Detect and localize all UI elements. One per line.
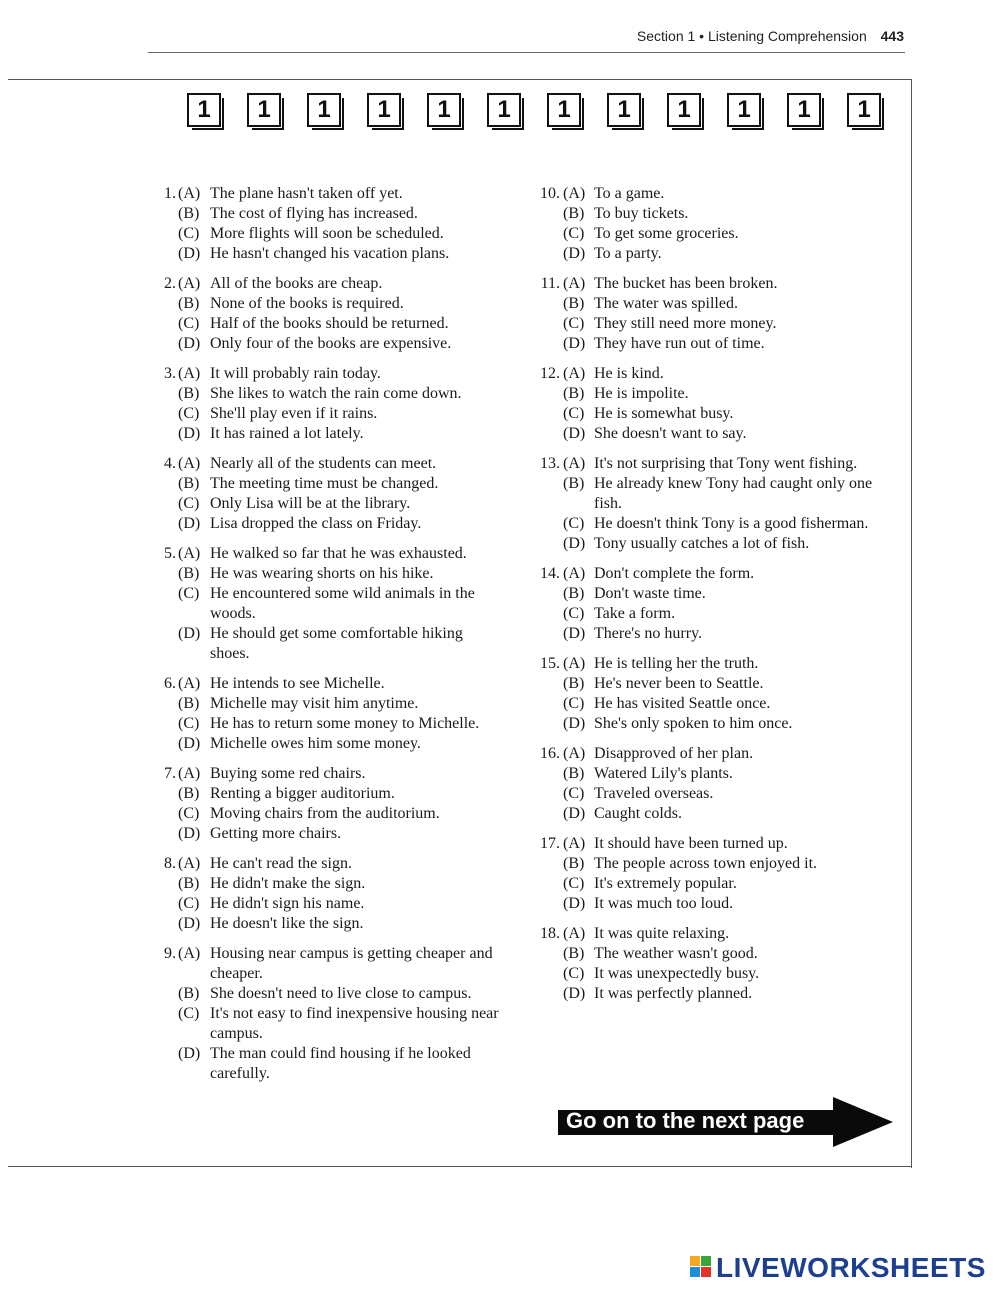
option-label: (B) <box>563 585 585 602</box>
answer-option <box>158 694 502 714</box>
answer-option <box>530 314 888 334</box>
option-text: He should get some comfortable hiking shoes. <box>210 625 463 662</box>
option-text: Half of the books should be returned. <box>210 315 449 332</box>
option-text: He intends to see Michelle. <box>210 675 385 692</box>
option-text: It was unexpectedly busy. <box>594 965 760 982</box>
option-text: Buying some red chairs. <box>210 765 366 782</box>
question-number: 1. <box>164 185 176 202</box>
answer-option <box>530 204 888 224</box>
option-label: (C) <box>563 785 585 802</box>
answer-option <box>158 404 502 424</box>
answer-option <box>158 204 502 224</box>
option-text: It will probably rain today. <box>210 365 381 382</box>
option-label: (B) <box>178 385 200 402</box>
question-number: 10. <box>540 185 560 202</box>
option-label: (D) <box>563 535 586 552</box>
answer-option <box>530 714 888 734</box>
answer-option <box>158 764 502 784</box>
option-label: (C) <box>563 875 585 892</box>
option-label: (A) <box>178 765 201 782</box>
section-box: 1 <box>487 93 521 127</box>
option-text: Only four of the books are expensive. <box>210 335 452 352</box>
option-label: (B) <box>178 985 200 1002</box>
option-text: To a game. <box>594 185 665 202</box>
option-label: (B) <box>563 765 585 782</box>
option-label: (D) <box>178 735 201 752</box>
option-text: All of the books are cheap. <box>210 275 383 292</box>
option-text: Watered Lily's plants. <box>594 765 733 782</box>
answer-option <box>158 984 502 1004</box>
option-text: He didn't sign his name. <box>210 895 365 912</box>
option-label: (C) <box>178 225 200 242</box>
option-text: It was quite relaxing. <box>594 925 730 942</box>
option-text: Michelle may visit him anytime. <box>210 695 419 712</box>
option-label: (B) <box>563 675 585 692</box>
question-number: 9. <box>164 945 176 962</box>
option-text: It has rained a lot lately. <box>210 425 364 442</box>
option-text: He is impolite. <box>594 385 689 402</box>
answer-option <box>158 314 502 334</box>
option-label: (D) <box>563 985 586 1002</box>
answer-option <box>530 404 888 424</box>
option-text: The people across town enjoyed it. <box>594 855 818 872</box>
option-label: (C) <box>178 1005 200 1022</box>
answer-option <box>530 744 888 764</box>
frame-top-border <box>8 79 912 80</box>
answer-option <box>530 564 888 584</box>
option-text: Disapproved of her plan. <box>594 745 754 762</box>
answer-option <box>530 474 888 514</box>
question-number: 14. <box>540 565 560 582</box>
answer-option <box>530 894 888 914</box>
option-label: (D) <box>178 625 201 642</box>
option-label: (A) <box>178 455 201 472</box>
option-text: The meeting time must be changed. <box>210 475 439 492</box>
option-text: He is somewhat busy. <box>594 405 734 422</box>
option-text: The bucket has been broken. <box>594 275 778 292</box>
option-label: (B) <box>563 385 585 402</box>
section-box: 1 <box>787 93 821 127</box>
option-text: He hasn't changed his vacation plans. <box>210 245 450 262</box>
question-number: 7. <box>164 765 176 782</box>
question-item <box>530 834 890 914</box>
option-label: (D) <box>563 715 586 732</box>
answer-option <box>530 184 888 204</box>
option-label: (B) <box>563 475 585 492</box>
option-text: She doesn't want to say. <box>594 425 747 442</box>
questions-right-column <box>530 184 890 1014</box>
answer-option <box>158 244 502 264</box>
answer-option <box>158 624 502 664</box>
option-text: She'll play even if it rains. <box>210 405 378 422</box>
question-number: 17. <box>540 835 560 852</box>
option-label: (B) <box>178 295 200 312</box>
option-label: (B) <box>178 205 200 222</box>
option-label: (D) <box>563 625 586 642</box>
option-label: (B) <box>563 855 585 872</box>
answer-option <box>530 364 888 384</box>
option-label: (A) <box>563 745 586 762</box>
option-label: (A) <box>563 565 586 582</box>
option-label: (A) <box>563 455 586 472</box>
answer-option <box>530 424 888 444</box>
option-text: He has to return some money to Michelle. <box>210 715 480 732</box>
page-number: 443 <box>880 28 904 44</box>
answer-option <box>158 854 502 874</box>
option-label: (D) <box>563 895 586 912</box>
option-text: Lisa dropped the class on Friday. <box>210 515 422 532</box>
answer-option <box>158 914 502 934</box>
answer-option <box>158 224 502 244</box>
option-label: (D) <box>178 245 201 262</box>
question-item <box>158 184 518 264</box>
option-text: They still need more money. <box>594 315 777 332</box>
option-label: (C) <box>563 695 585 712</box>
option-label: (D) <box>563 245 586 262</box>
question-number: 12. <box>540 365 560 382</box>
answer-option <box>530 244 888 264</box>
option-label: (C) <box>178 315 200 332</box>
option-text: To get some groceries. <box>594 225 739 242</box>
question-item <box>530 454 890 554</box>
option-text: He doesn't like the sign. <box>210 915 364 932</box>
option-label: (B) <box>178 785 200 802</box>
answer-option <box>530 674 888 694</box>
question-item <box>158 364 518 444</box>
option-label: (B) <box>178 695 200 712</box>
question-number: 18. <box>540 925 560 942</box>
answer-option <box>530 784 888 804</box>
option-label: (A) <box>178 365 201 382</box>
option-label: (A) <box>178 545 201 562</box>
option-label: (A) <box>178 275 201 292</box>
option-label: (A) <box>178 185 201 202</box>
answer-option <box>158 824 502 844</box>
question-item <box>530 654 890 734</box>
question-item <box>530 364 890 444</box>
option-text: Renting a bigger auditorium. <box>210 785 395 802</box>
option-text: She doesn't need to live close to campus. <box>210 985 472 1002</box>
option-text: Moving chairs from the auditorium. <box>210 805 440 822</box>
answer-option <box>158 474 502 494</box>
option-text: It should have been turned up. <box>594 835 788 852</box>
option-text: She's only spoken to him once. <box>594 715 793 732</box>
questions-left-column <box>158 184 518 1094</box>
answer-option <box>530 334 888 354</box>
section-box: 1 <box>427 93 461 127</box>
question-number: 5. <box>164 545 176 562</box>
answer-option <box>158 714 502 734</box>
option-text: It's extremely popular. <box>594 875 737 892</box>
option-text: Take a form. <box>594 605 676 622</box>
answer-option <box>530 964 888 984</box>
header-rule <box>148 52 905 53</box>
section-number-boxes <box>187 93 887 133</box>
answer-option <box>158 294 502 314</box>
option-text: The water was spilled. <box>594 295 738 312</box>
answer-option <box>530 694 888 714</box>
question-item <box>158 274 518 354</box>
section-box: 1 <box>367 93 401 127</box>
question-number: 11. <box>540 275 560 292</box>
question-item <box>530 744 890 824</box>
section-box: 1 <box>307 93 341 127</box>
answer-option <box>158 1044 502 1084</box>
option-text: To a party. <box>594 245 662 262</box>
option-text: It was much too loud. <box>594 895 734 912</box>
option-text: He walked so far that he was exhausted. <box>210 545 467 562</box>
option-label: (A) <box>563 655 586 672</box>
option-label: (B) <box>178 875 200 892</box>
option-text: The cost of flying has increased. <box>210 205 418 222</box>
answer-option <box>158 454 502 474</box>
question-number: 6. <box>164 675 176 692</box>
option-label: (A) <box>178 675 201 692</box>
section-box: 1 <box>727 93 761 127</box>
answer-option <box>530 584 888 604</box>
option-text: Don't waste time. <box>594 585 706 602</box>
option-label: (A) <box>563 365 586 382</box>
section-box: 1 <box>247 93 281 127</box>
option-text: It's not surprising that Tony went fishing. <box>594 455 858 472</box>
option-label: (C) <box>178 405 200 422</box>
option-label: (C) <box>178 715 200 732</box>
option-label: (A) <box>563 925 586 942</box>
question-item <box>530 274 890 354</box>
page-header <box>637 28 904 44</box>
answer-option <box>530 604 888 624</box>
answer-option <box>158 184 502 204</box>
option-label: (D) <box>178 515 201 532</box>
section-title: Section 1 • Listening Comprehension <box>636 28 867 44</box>
answer-option <box>158 734 502 754</box>
answer-option <box>158 1004 502 1044</box>
option-text: They have run out of time. <box>594 335 765 352</box>
answer-option <box>158 674 502 694</box>
option-text: He already knew Tony had caught only one fish. <box>594 475 873 512</box>
question-number: 4. <box>164 455 176 472</box>
section-box: 1 <box>847 93 881 127</box>
answer-option <box>530 274 888 294</box>
option-label: (A) <box>178 945 201 962</box>
answer-option <box>158 784 502 804</box>
answer-option <box>530 514 888 534</box>
answer-option <box>530 984 888 1004</box>
option-text: More flights will soon be scheduled. <box>210 225 444 242</box>
option-text: To buy tickets. <box>594 205 689 222</box>
option-label: (C) <box>178 805 200 822</box>
option-text: Getting more chairs. <box>210 825 342 842</box>
answer-option <box>158 894 502 914</box>
option-text: The plane hasn't taken off yet. <box>210 185 403 202</box>
answer-option <box>158 804 502 824</box>
answer-option <box>158 384 502 404</box>
question-number: 3. <box>164 365 176 382</box>
answer-option <box>158 944 502 984</box>
next-page-label: Go on to the next page <box>566 1108 805 1133</box>
option-text: Only Lisa will be at the library. <box>210 495 411 512</box>
answer-option <box>530 854 888 874</box>
option-label: (D) <box>178 825 201 842</box>
option-label: (C) <box>563 315 585 332</box>
answer-option <box>158 514 502 534</box>
option-label: (B) <box>563 205 585 222</box>
answer-option <box>530 764 888 784</box>
question-item <box>158 454 518 534</box>
section-box: 1 <box>547 93 581 127</box>
option-label: (C) <box>178 585 200 602</box>
option-label: (C) <box>563 605 585 622</box>
answer-option <box>530 454 888 474</box>
question-item <box>158 764 518 844</box>
option-label: (A) <box>178 855 201 872</box>
option-label: (D) <box>178 1045 201 1062</box>
option-label: (B) <box>178 475 200 492</box>
answer-option <box>530 804 888 824</box>
section-box: 1 <box>607 93 641 127</box>
answer-option <box>530 384 888 404</box>
answer-option <box>158 274 502 294</box>
option-text: Housing near campus is getting cheaper and cheaper. <box>210 945 493 982</box>
option-label: (D) <box>563 335 586 352</box>
option-text: He's never been to Seattle. <box>594 675 764 692</box>
question-item <box>530 184 890 264</box>
section-box: 1 <box>187 93 221 127</box>
answer-option <box>158 584 502 624</box>
frame-right-border <box>911 79 912 1168</box>
option-label: (A) <box>563 835 586 852</box>
option-label: (C) <box>563 515 585 532</box>
option-text: Traveled overseas. <box>594 785 714 802</box>
question-number: 8. <box>164 855 176 872</box>
option-text: He didn't make the sign. <box>210 875 366 892</box>
answer-option <box>158 874 502 894</box>
question-item <box>158 674 518 754</box>
option-label: (C) <box>563 225 585 242</box>
option-text: He can't read the sign. <box>210 855 352 872</box>
answer-option <box>158 364 502 384</box>
option-label: (C) <box>563 405 585 422</box>
frame-bottom-border <box>8 1166 912 1167</box>
option-label: (C) <box>178 895 200 912</box>
question-number: 15. <box>540 655 560 672</box>
option-text: There's no hurry. <box>594 625 703 642</box>
question-number: 16. <box>540 745 560 762</box>
option-label: (D) <box>178 915 201 932</box>
option-label: (B) <box>178 565 200 582</box>
answer-option <box>530 624 888 644</box>
option-text: Don't complete the form. <box>594 565 755 582</box>
answer-option <box>530 834 888 854</box>
answer-option <box>158 424 502 444</box>
option-text: None of the books is required. <box>210 295 404 312</box>
option-text: Tony usually catches a lot of fish. <box>594 535 810 552</box>
option-text: Caught colds. <box>594 805 682 822</box>
answer-option <box>530 224 888 244</box>
question-number: 13. <box>540 455 560 472</box>
question-item <box>158 944 518 1084</box>
question-item <box>158 544 518 664</box>
answer-option <box>530 944 888 964</box>
option-text: He encountered some wild animals in the woods. <box>210 585 475 622</box>
question-number: 2. <box>164 275 176 292</box>
option-label: (C) <box>178 495 200 512</box>
option-label: (C) <box>563 965 585 982</box>
question-item <box>530 564 890 644</box>
answer-option <box>530 294 888 314</box>
answer-option <box>530 534 888 554</box>
answer-option <box>158 544 502 564</box>
option-text: Nearly all of the students can meet. <box>210 455 437 472</box>
option-text: The man could find housing if he looked carefully. <box>210 1045 471 1082</box>
option-text: It was perfectly planned. <box>594 985 753 1002</box>
option-label: (D) <box>563 805 586 822</box>
option-label: (B) <box>563 945 585 962</box>
option-text: He is telling her the truth. <box>594 655 759 672</box>
option-label: (D) <box>178 425 201 442</box>
option-label: (A) <box>563 185 586 202</box>
option-label: (A) <box>563 275 586 292</box>
option-text: He doesn't think Tony is a good fisherman. <box>594 515 869 532</box>
question-item <box>158 854 518 934</box>
option-label: (D) <box>563 425 586 442</box>
section-box: 1 <box>667 93 701 127</box>
option-label: (B) <box>563 295 585 312</box>
option-text: He is kind. <box>594 365 664 382</box>
option-text: Michelle owes him some money. <box>210 735 421 752</box>
question-item <box>530 924 890 1004</box>
answer-option <box>158 564 502 584</box>
answer-option <box>530 874 888 894</box>
option-text: He was wearing shorts on his hike. <box>210 565 434 582</box>
option-text: The weather wasn't good. <box>594 945 758 962</box>
answer-option <box>530 924 888 944</box>
answer-option <box>158 334 502 354</box>
brand-name: LIVEWORKSHEETS <box>716 1252 986 1283</box>
next-page-arrow[interactable] <box>558 1097 893 1147</box>
answer-option <box>158 494 502 514</box>
option-label: (D) <box>178 335 201 352</box>
option-text: She likes to watch the rain come down. <box>210 385 462 402</box>
liveworksheets-logo-icon <box>690 1256 712 1278</box>
answer-option <box>530 654 888 674</box>
option-text: He has visited Seattle once. <box>594 695 771 712</box>
option-text: It's not easy to find inexpensive housing near campus. <box>210 1005 499 1042</box>
